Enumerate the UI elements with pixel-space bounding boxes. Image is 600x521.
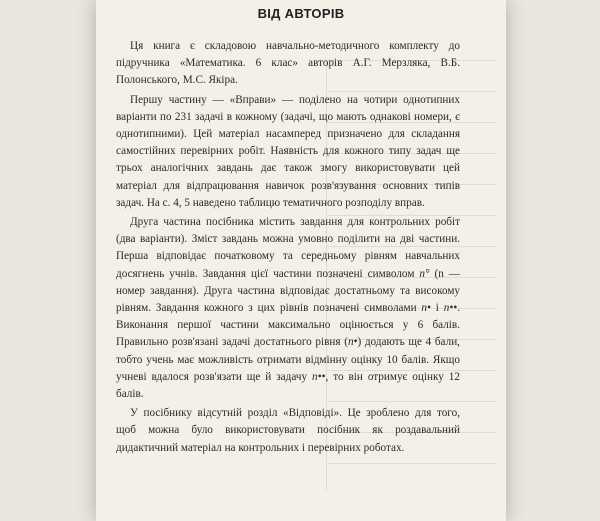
sufficient-level-symbol-2: n•: [347, 336, 358, 349]
body-text: [116, 38, 460, 457]
paragraph-part-one: Першу частину — «Вправи» — поділено на чотири однотипних варіанти по 231 задачі в кожному (задачі, що мають однакові номери, є однотипними). Цей матеріал насамперед призначено для складання самостійних перевірних робіт. Наявність для кожного типу задач ще трьох аналогічних завдань дає також змогу використовувати цей матеріал для відпрацювання навичок розв'язування основних типів задач. На с. 4, 5 наведено таблицю тематичного розподілу вправ.: [116, 93, 460, 209]
paragraph-part-two: Друга частина посібника містить завдання для контрольних робіт (два варіанти). Зміст завдань можна умовно поділити на дві частини. Перша відповідає початковому та середньому рівням навчальних досягнень учнів. Завдання цієї частини позначені символом n° (n — номер завдання). Друга частина відповідає достатньому та високому рівням. Завдання кожного з цих рівнів позначені символами n• і n••. Виконання першої частини максимально оцінюється у 6 балів. Правильно розв'язані задачі достатнього рівня (n•) додають ще 4 бали, тобто учень має можливість отримати відмінну оцінку 10 балів. Якщо учневі вдалося розв'язати ще й задачу n••, то він отримує оцінку 12 балів.: [116, 216, 460, 401]
high-level-symbol: n••: [443, 302, 458, 315]
high-level-symbol-2: n••: [312, 370, 326, 383]
sufficient-level-symbol: n•: [421, 302, 431, 315]
page-title: ВІД АВТОРІВ: [257, 6, 345, 21]
basic-level-symbol: n°: [419, 267, 430, 280]
paragraph-no-answers: У посібнику відсутній розділ «Відповіді». Це зроблено для того, щоб можна було використовувати посібник як роздавальний дидактичний матеріал на контрольних і перевірних роботах.: [116, 407, 460, 454]
book-page: [96, 0, 506, 521]
paragraph-intro: Ця книга є складовою навчально-методичного комплекту до підручника «Математика. 6 клас» авторів А.Г. Мерзляка, В.Б. Полонського, М.С. Якіра.: [116, 40, 460, 87]
